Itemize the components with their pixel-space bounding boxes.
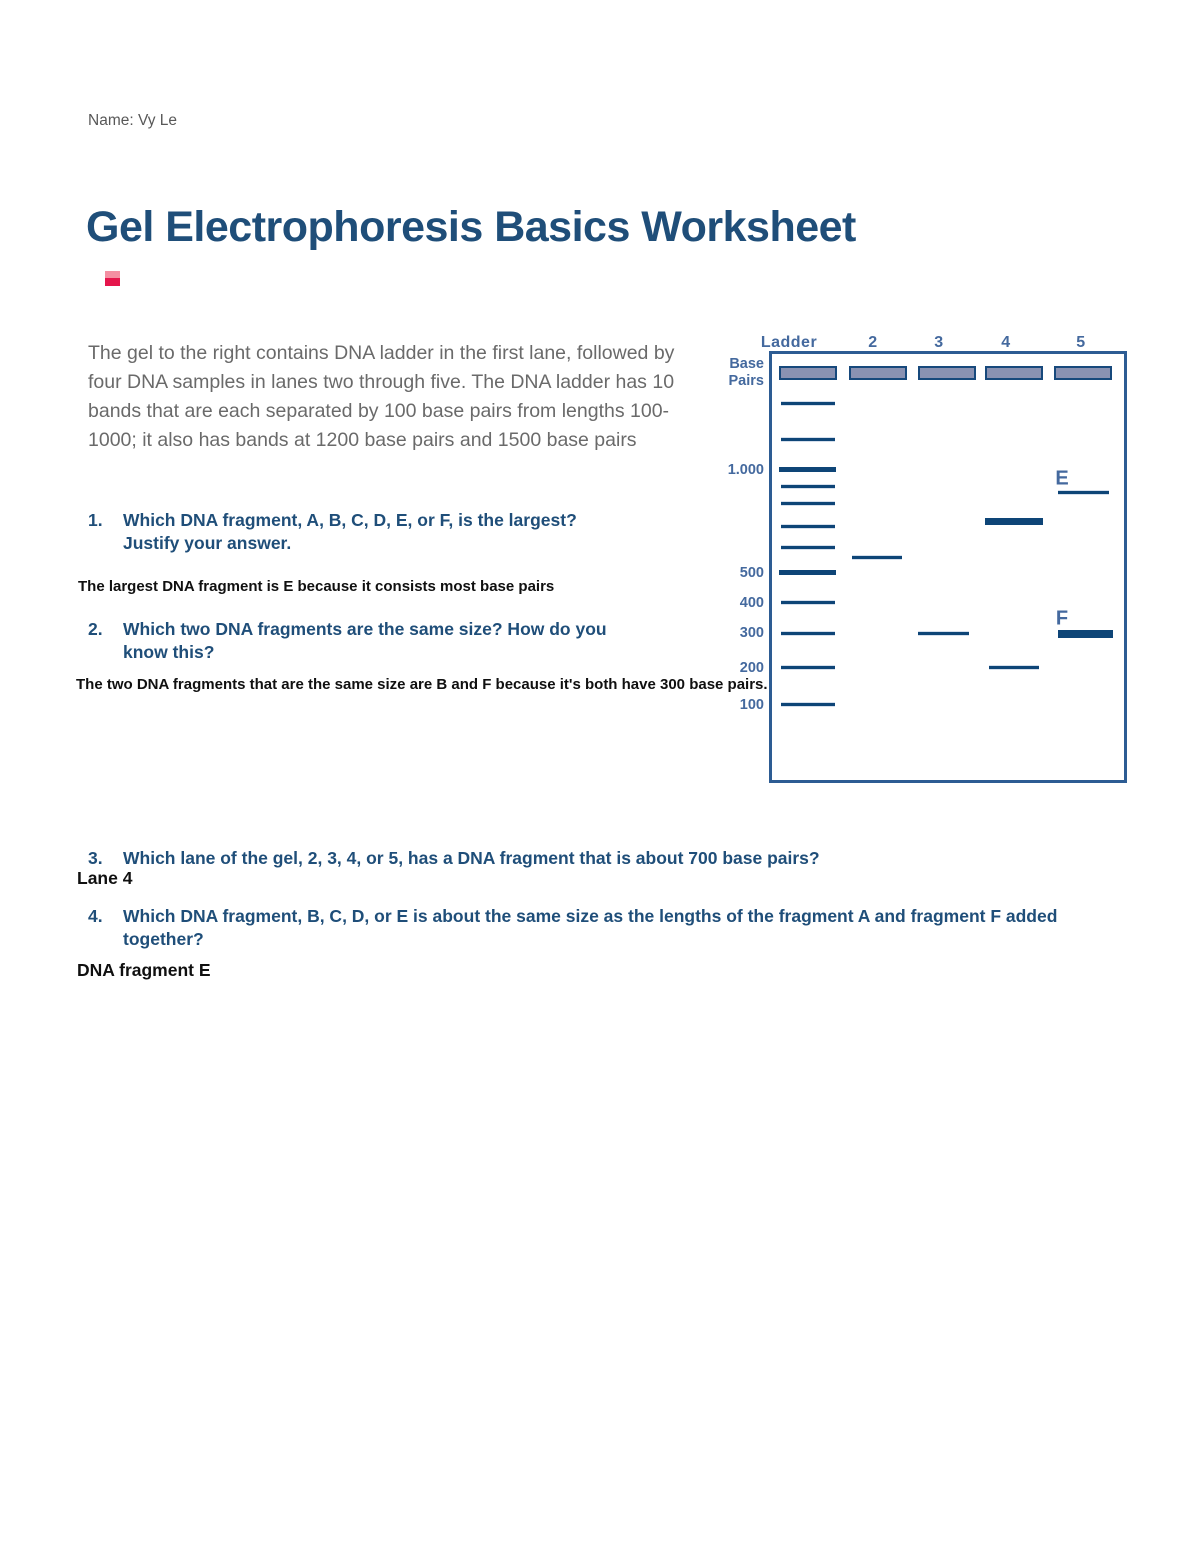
attachment-icon-bottom <box>105 278 120 286</box>
question-1-text: Which DNA fragment, A, B, C, D, E, or F, is the largest? Justify your answer. <box>123 510 577 553</box>
band-lane-ladder-700bp <box>781 525 835 528</box>
band-lane-ladder-1200bp <box>781 438 835 441</box>
well-lane-2 <box>849 366 907 380</box>
answer-4: DNA fragment E <box>77 960 211 980</box>
question-4-text: Which DNA fragment, B, C, D, or E is about the same size as the lengths of the fragment A and fragment F added together? <box>123 906 1058 949</box>
question-4-number: 4. <box>88 906 103 926</box>
band-lane-ladder-900bp <box>781 485 835 488</box>
intro-paragraph: The gel to the right contains DNA ladder in the first lane, followed by four DNA samples in lanes two through five. The DNA ladder has 10 bands that are each separated by 100 base pairs from lengths 100-1000; it also has bands at 1200 base pairs and 1500 base pairs <box>88 342 675 451</box>
question-2-text: Which two DNA fragments are the same size? How do you know this? <box>123 619 607 662</box>
well-lane-3 <box>918 366 976 380</box>
band-lane-2-550bp <box>852 556 902 559</box>
answer-1: The largest DNA fragment is E because it consists most base pairs <box>78 578 555 595</box>
band-lane-4-700bp <box>985 518 1043 525</box>
band-lane-3-300bp <box>918 632 969 635</box>
question-1 <box>88 509 633 555</box>
band-lane-ladder-1500bp <box>781 402 835 405</box>
question-2-number: 2. <box>88 619 103 639</box>
tick-label-500: 500 <box>739 565 764 581</box>
lane-header-3: 3 <box>934 334 944 351</box>
tick-label-100: 100 <box>739 697 764 713</box>
question-2 <box>88 618 633 664</box>
gel-box <box>769 351 1127 783</box>
tick-label-300: 300 <box>739 625 764 641</box>
band-lane-ladder-800bp <box>781 502 835 505</box>
band-lane-5-300bp <box>1058 630 1113 638</box>
band-label-f: F <box>1055 607 1069 630</box>
band-lane-ladder-100bp <box>781 703 835 706</box>
lane-header-4: 4 <box>1001 334 1011 351</box>
band-lane-4-200bp <box>989 666 1039 669</box>
attachment-icon <box>105 271 120 286</box>
answer-3: Lane 4 <box>77 868 133 888</box>
band-lane-ladder-600bp <box>781 546 835 549</box>
question-3-text: Which lane of the gel, 2, 3, 4, or 5, has a DNA fragment that is about 700 base pairs? <box>123 848 820 868</box>
well-lane-ladder <box>779 366 837 380</box>
well-lane-4 <box>985 366 1043 380</box>
base-pairs-axis-label <box>710 356 764 390</box>
student-name: Name: Vy Le <box>88 112 178 129</box>
base-pairs-axis-label-line2: Pairs <box>728 373 764 389</box>
question-4 <box>88 905 1088 951</box>
band-lane-ladder-200bp <box>781 666 835 669</box>
lane-header-2: 2 <box>868 334 878 351</box>
band-lane-ladder-300bp <box>781 632 835 635</box>
band-lane-ladder-1000bp <box>779 467 836 472</box>
base-pairs-axis-label-line1: Base <box>729 356 764 372</box>
page-title: Gel Electrophoresis Basics Worksheet <box>86 203 856 251</box>
band-label-e: E <box>1055 467 1069 490</box>
band-lane-ladder-400bp <box>781 601 835 604</box>
band-lane-ladder-500bp <box>779 570 836 575</box>
lane-header-5: 5 <box>1076 334 1086 351</box>
attachment-icon-top <box>105 271 120 278</box>
lane-header-ladder: Ladder <box>760 334 818 351</box>
question-3-number: 3. <box>88 848 103 868</box>
question-3 <box>88 847 1163 870</box>
tick-label-1000: 1.000 <box>727 462 764 478</box>
question-1-number: 1. <box>88 510 103 530</box>
tick-label-200: 200 <box>739 660 764 676</box>
band-lane-5-870bp <box>1058 491 1109 494</box>
answer-2: The two DNA fragments that are the same size are B and F because it's both have 300 base pairs. <box>76 676 768 693</box>
tick-label-400: 400 <box>739 595 764 611</box>
well-lane-5 <box>1054 366 1112 380</box>
